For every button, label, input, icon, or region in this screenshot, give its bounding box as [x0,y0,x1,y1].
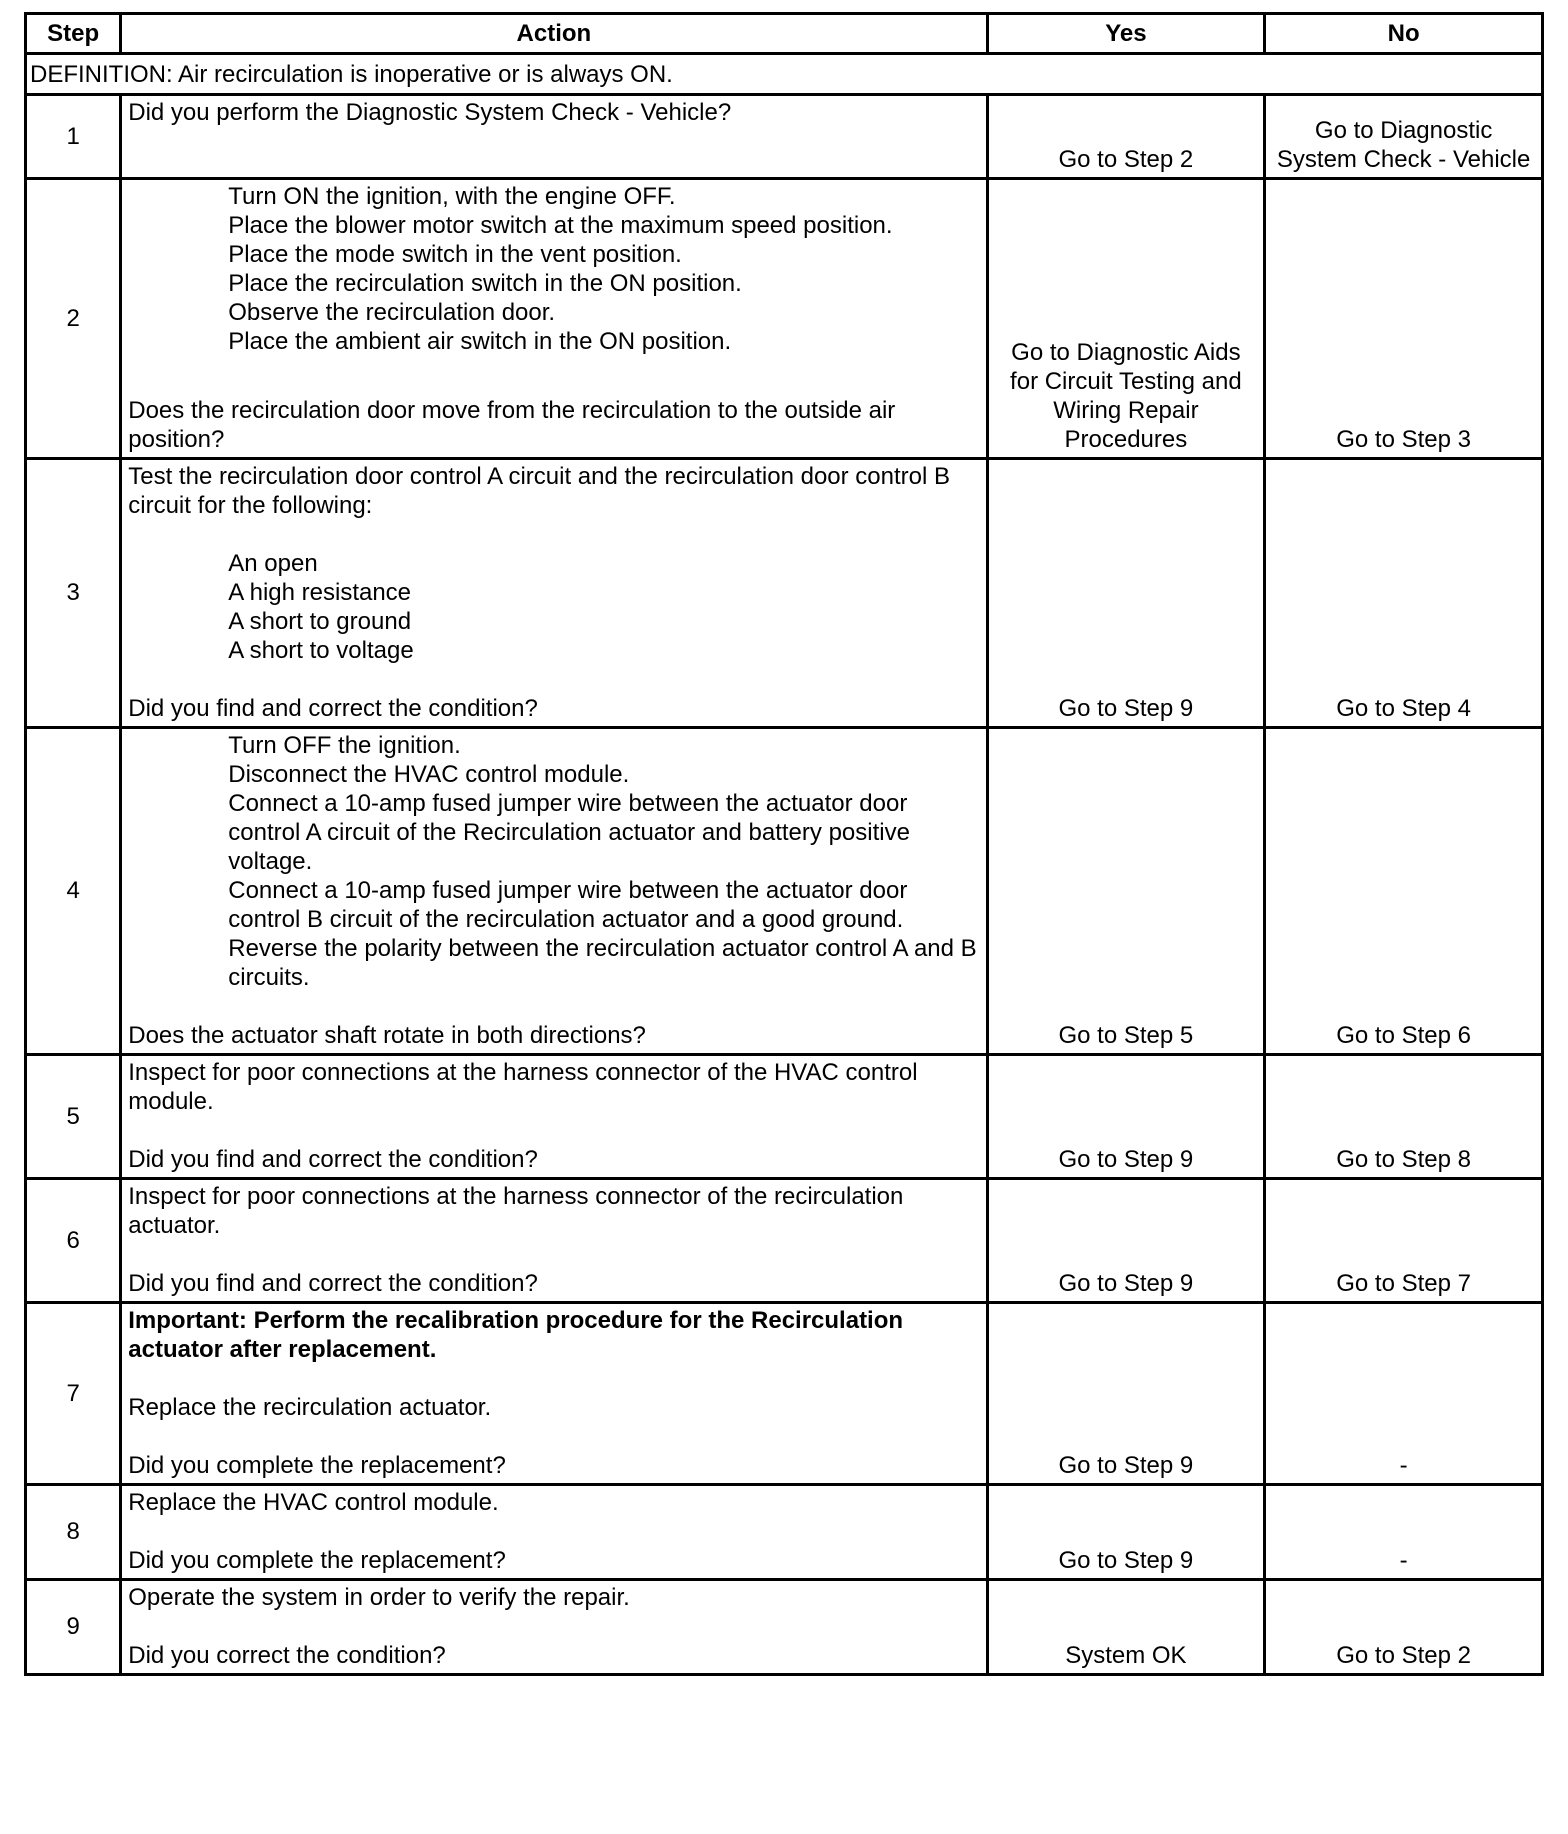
step-number: 9 [26,1580,121,1675]
table-row [26,1485,1543,1580]
table-row [26,95,1543,179]
action-cell [121,1303,987,1485]
no-result: Go to Diagnostic System Check - Vehicle [1265,95,1543,179]
list-item: Place the ambient air switch in the ON position. [228,328,732,355]
action-question: Did you find and correct the condition? [128,1146,538,1173]
list-item: Turn OFF the ignition. [228,732,461,759]
step-number: 7 [26,1303,121,1485]
action-cell [121,728,987,1055]
step-number: 8 [26,1485,121,1580]
list-item: A short to ground [228,608,412,635]
action-cell [121,179,987,459]
table-row [26,1055,1543,1179]
no-result: Go to Step 3 [1265,179,1543,459]
step-number: 2 [26,179,121,459]
action-question: Does the actuator shaft rotate in both directions? [128,1022,646,1049]
no-result: - [1265,1303,1543,1485]
header-step: Step [26,14,121,54]
list-item: An open [228,550,318,577]
header-row [26,14,1543,54]
yes-result: Go to Step 9 [987,1055,1265,1179]
list-item: Connect a 10-amp fused jumper wire between the actuator door control B circuit of the recirculation actuator and a good ground. [228,877,908,933]
list-item: Place the recirculation switch in the ON position. [228,270,742,297]
list-item: Turn ON the ignition, with the engine OFF. [228,183,676,210]
step-number: 3 [26,459,121,728]
action-cell [121,1485,987,1580]
step-number: 6 [26,1179,121,1303]
action-steps-list [228,731,979,992]
action-intro: Test the recirculation door control A circuit and the recirculation door control B circuit for the following: [128,463,951,519]
definition-row [26,54,1543,95]
important-note: Important: Perform the recalibration procedure for the Recirculation actuator after replacement. [128,1307,904,1363]
yes-result: Go to Step 9 [987,1179,1265,1303]
table-row [26,179,1543,459]
table-row [26,459,1543,728]
yes-result: Go to Diagnostic Aids for Circuit Testing and Wiring Repair Procedures [987,179,1265,459]
list-item: Connect a 10-amp fused jumper wire between the actuator door control A circuit of the Recirculation actuator and battery positive voltage. [228,790,910,875]
yes-result: System OK [987,1580,1265,1675]
list-item: Place the mode switch in the vent position. [228,241,682,268]
yes-result: Go to Step 9 [987,1485,1265,1580]
list-item: Reverse the polarity between the recirculation actuator control A and B circuits. [228,935,977,991]
action-intro: Inspect for poor connections at the harness connector of the recirculation actuator. [128,1183,904,1239]
action-question: Did you find and correct the condition? [128,695,538,722]
yes-result: Go to Step 2 [987,95,1265,179]
table-row [26,1179,1543,1303]
action-cell [121,1580,987,1675]
header-no: No [1265,14,1543,54]
definition-text: DEFINITION: Air recirculation is inoperative or is always ON. [26,54,1543,95]
action-intro: Operate the system in order to verify the repair. [128,1584,630,1611]
action-question: Does the recirculation door move from the recirculation to the outside air position? [128,397,896,453]
list-item: A short to voltage [228,637,414,664]
list-item: Observe the recirculation door. [228,299,556,326]
action-cell [121,95,987,179]
action-cell [121,1179,987,1303]
action-steps-list [228,182,979,356]
action-question: Did you complete the replacement? [128,1547,506,1574]
step-number: 4 [26,728,121,1055]
yes-result: Go to Step 5 [987,728,1265,1055]
action-intro: Replace the HVAC control module. [128,1489,499,1516]
yes-result: Go to Step 9 [987,1303,1265,1485]
table-row [26,728,1543,1055]
action-question: Did you find and correct the condition? [128,1270,538,1297]
action-cell [121,459,987,728]
diagnostic-table [24,12,1544,1676]
action-question: Did you complete the replacement? [128,1452,506,1479]
no-result: - [1265,1485,1543,1580]
step-number: 5 [26,1055,121,1179]
no-result: Go to Step 8 [1265,1055,1543,1179]
list-item: A high resistance [228,579,412,606]
table-row [26,1580,1543,1675]
yes-result: Go to Step 9 [987,459,1265,728]
table-row [26,1303,1543,1485]
step-number: 1 [26,95,121,179]
header-action: Action [121,14,987,54]
action-cell [121,1055,987,1179]
action-intro: Inspect for poor connections at the harness connector of the HVAC control module. [128,1059,918,1115]
condition-list [228,549,979,665]
no-result: Go to Step 2 [1265,1580,1543,1675]
no-result: Go to Step 7 [1265,1179,1543,1303]
action-intro: Replace the recirculation actuator. [128,1394,492,1421]
list-item: Disconnect the HVAC control module. [228,761,630,788]
action-question: Did you perform the Diagnostic System Check - Vehicle? [128,99,732,126]
no-result: Go to Step 4 [1265,459,1543,728]
header-yes: Yes [987,14,1265,54]
list-item: Place the blower motor switch at the maximum speed position. [228,212,893,239]
no-result: Go to Step 6 [1265,728,1543,1055]
action-question: Did you correct the condition? [128,1642,446,1669]
